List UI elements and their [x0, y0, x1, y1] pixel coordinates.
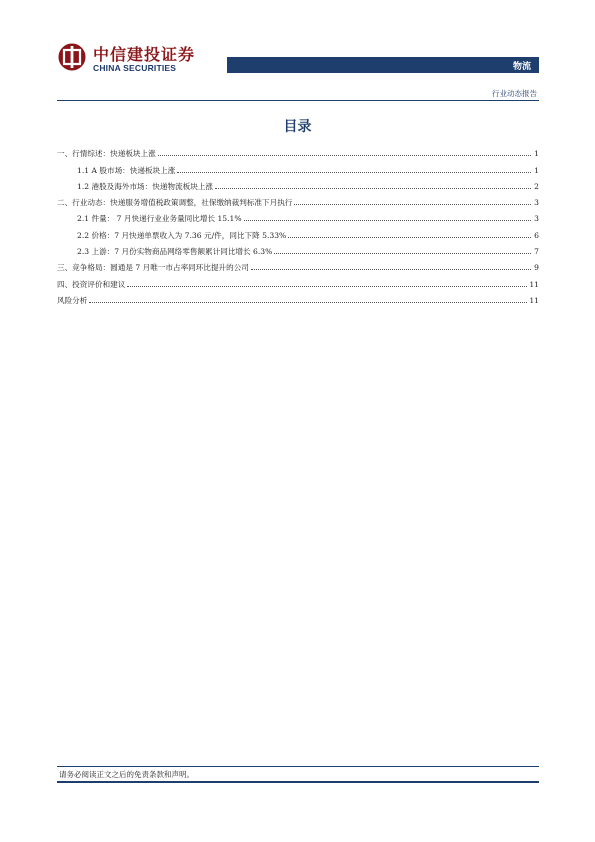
logo-english-name: CHINA SECURITIES [93, 63, 177, 73]
toc-leader-dots [294, 204, 531, 205]
toc-leader-dots [158, 155, 531, 156]
toc-entry-text: 一、行情综述：快递板块上涨 [57, 149, 156, 159]
toc-leader-dots [288, 237, 531, 238]
toc-entry[interactable] [57, 142, 539, 158]
toc-entry-text: 四、投资评价和建议 [57, 279, 126, 289]
toc-entry-text: 二、行业动态：快递服务增值税政策调整，社保缴纳裁判标准下月执行 [57, 198, 293, 208]
toc-entry-page: 3 [534, 198, 539, 208]
disclaimer-note: 请务必阅读正文之后的免责条款和声明。 [59, 770, 194, 779]
table-of-contents [57, 142, 539, 305]
toc-entry[interactable] [57, 207, 539, 223]
toc-leader-dots [251, 269, 531, 270]
toc-entry-text: 2.1 件量： 7 月快递行业业务量同比增长 15.1% [77, 214, 242, 224]
toc-entry-page: 2 [534, 181, 539, 191]
toc-entry[interactable] [57, 272, 539, 288]
toc-entry[interactable] [57, 240, 539, 256]
toc-entry[interactable] [57, 223, 539, 239]
toc-entry-page: 1 [534, 165, 539, 175]
toc-entry-page: 3 [534, 214, 539, 224]
toc-leader-dots [274, 253, 531, 254]
toc-leader-dots [215, 188, 531, 189]
company-logo [57, 42, 227, 76]
footer-rule [57, 766, 539, 767]
header-band [227, 57, 539, 73]
toc-entry-page: 6 [534, 230, 539, 240]
toc-entry[interactable] [57, 289, 539, 305]
toc-entry[interactable] [57, 175, 539, 191]
toc-entry-text: 1.2 港股及海外市场：快递物流板块上涨 [77, 181, 213, 191]
toc-entry-page: 9 [534, 263, 539, 273]
sector-label: 物流 [512, 62, 531, 72]
logo-chinese-name: 中信建投证券 [93, 45, 196, 64]
toc-title: 目录 [283, 119, 312, 135]
footer-rule-thick [57, 781, 539, 783]
toc-entry[interactable] [57, 158, 539, 174]
header-rule [57, 100, 539, 101]
report-type: 行业动态报告 [492, 89, 537, 98]
toc-entry-text: 2.2 价格：7 月快递单票收入为 7.36 元/件，同比下降 5.33% [77, 230, 287, 240]
toc-entry-page: 11 [529, 295, 539, 305]
toc-entry-page: 11 [529, 279, 539, 289]
toc-entry-text: 1.1 A 股市场：快递板块上涨 [77, 165, 176, 175]
toc-entry-text: 三、竞争格局：圆通是 7 月唯一市占率同环比提升的公司 [57, 263, 249, 273]
toc-entry[interactable] [57, 191, 539, 207]
toc-entry-text: 2.3 上游：7 月份实物商品网络零售额累计同比增长 6.3% [77, 247, 273, 257]
toc-leader-dots [127, 286, 527, 287]
toc-entry-page: 7 [534, 247, 539, 257]
toc-leader-dots [244, 220, 531, 221]
toc-entry-page: 1 [534, 149, 539, 159]
toc-entry[interactable] [57, 256, 539, 272]
toc-leader-dots [89, 302, 527, 303]
toc-entry-text: 风险分析 [57, 295, 88, 305]
citic-logo-icon [57, 42, 87, 72]
toc-leader-dots [177, 172, 531, 173]
